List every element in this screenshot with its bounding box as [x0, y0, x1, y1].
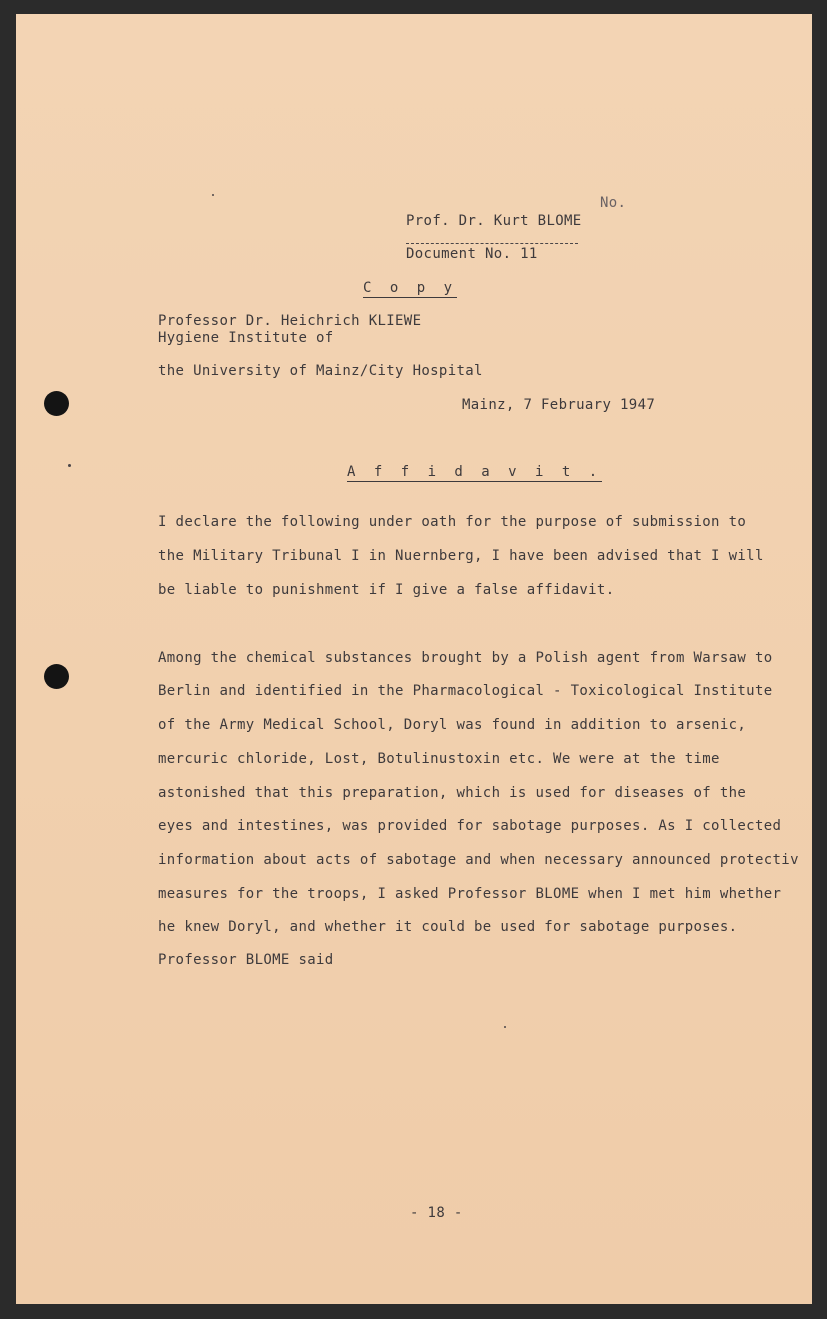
place-date: Mainz, 7 February 1947 — [462, 397, 656, 413]
sender-institute: Hygiene Institute of — [158, 330, 334, 346]
affidavit-title-text: A f f i d a v i t . — [347, 464, 603, 480]
page-number: - 18 - — [410, 1205, 463, 1221]
para2-line: mercuric chloride, Lost, Botulinustoxin etc. We were at the time — [158, 751, 720, 767]
sender-university: the University of Mainz/City Hospital — [158, 363, 483, 379]
punch-hole-top — [44, 391, 69, 416]
para2-line: Professor BLOME said — [158, 952, 334, 968]
ink-speck — [212, 194, 214, 196]
sender-name: Professor Dr. Heichrich KLIEWE — [158, 313, 422, 329]
ink-speck — [504, 1026, 506, 1028]
copy-label-text: C o p y — [363, 280, 458, 296]
para2-line: astonished that this preparation, which is used for diseases of the — [158, 785, 747, 801]
para2-line: Berlin and identified in the Pharmacological - Toxicological Institute — [158, 683, 773, 699]
punch-hole-bottom — [44, 664, 69, 689]
para2-line: of the Army Medical School, Doryl was found in addition to arsenic, — [158, 717, 747, 733]
para1-line: the Military Tribunal I in Nuernberg, I have been advised that I will — [158, 548, 764, 564]
affidavit-title — [347, 464, 602, 480]
document-number: Document No. 11 — [406, 246, 538, 262]
corner-mark: No. — [600, 195, 627, 211]
para2-line: he knew Doryl, and whether it could be used for sabotage purposes. — [158, 919, 738, 935]
para2-line: Among the chemical substances brought by a Polish agent from Warsaw to — [158, 650, 773, 666]
para2-line: eyes and intestines, was provided for sabotage purposes. As I collected — [158, 818, 782, 834]
header-divider — [406, 243, 578, 244]
ink-speck — [68, 464, 71, 467]
para1-line: I declare the following under oath for the purpose of submission to — [158, 514, 747, 530]
copy-label — [363, 280, 457, 296]
para1-line: be liable to punishment if I give a false affidavit. — [158, 582, 615, 598]
para2-line: information about acts of sabotage and when necessary announced protectiv — [158, 852, 799, 868]
counsel-name: Prof. Dr. Kurt BLOME — [406, 213, 582, 229]
para2-line: measures for the troops, I asked Professor BLOME when I met him whether — [158, 886, 782, 902]
